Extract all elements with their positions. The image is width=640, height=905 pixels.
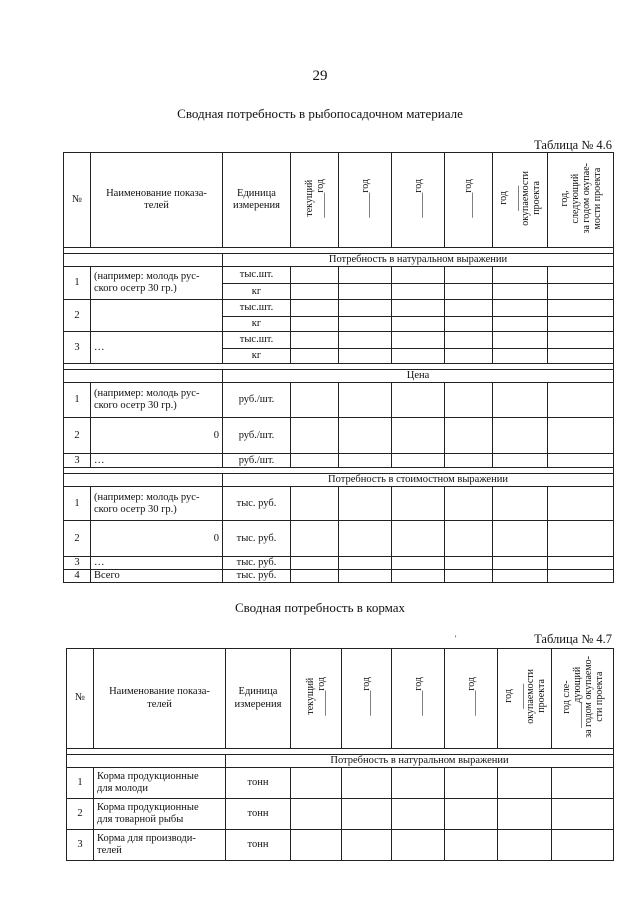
value-cell[interactable] bbox=[392, 768, 445, 799]
value-cell[interactable] bbox=[548, 300, 614, 317]
table-row bbox=[67, 799, 614, 830]
header-year-label: текущий _____год bbox=[305, 677, 327, 716]
section-title: Цена bbox=[223, 370, 614, 383]
header-year-label: _____год bbox=[463, 178, 474, 218]
value-cell[interactable] bbox=[548, 570, 614, 583]
value-cell[interactable] bbox=[498, 799, 552, 830]
value-cell[interactable] bbox=[498, 768, 552, 799]
row-num: 3 bbox=[67, 830, 94, 861]
header-year-4 bbox=[445, 153, 493, 248]
header-num: № bbox=[64, 153, 91, 248]
row-unit: тыс. руб. bbox=[223, 557, 291, 570]
value-cell[interactable] bbox=[548, 557, 614, 570]
value-cell[interactable] bbox=[339, 383, 392, 418]
row-unit: руб./шт. bbox=[223, 418, 291, 454]
value-cell[interactable] bbox=[392, 267, 445, 284]
header-year-label: год _____ окупаемости проекта bbox=[498, 170, 542, 226]
value-cell[interactable] bbox=[548, 267, 614, 284]
table-row bbox=[67, 830, 614, 861]
header-year-3 bbox=[392, 649, 445, 749]
value-cell[interactable] bbox=[339, 521, 392, 557]
section-title: Потребность в натуральном выражении bbox=[226, 755, 614, 768]
header-year-label: год сле- _____дующий за годом окупаемо- сти проекта bbox=[560, 655, 605, 738]
section-left bbox=[64, 254, 223, 267]
table2 bbox=[66, 648, 614, 861]
value-cell[interactable] bbox=[291, 487, 339, 521]
row-name: … bbox=[91, 332, 223, 364]
value-cell[interactable] bbox=[339, 557, 392, 570]
value-cell[interactable] bbox=[548, 383, 614, 418]
value-cell[interactable] bbox=[498, 830, 552, 861]
row-name: (например: молодь рус- ского осетр 30 гр.) bbox=[91, 267, 223, 300]
row-unit: тыс.шт. bbox=[223, 332, 291, 349]
value-cell[interactable] bbox=[291, 454, 339, 468]
table-row bbox=[64, 570, 614, 583]
value-cell[interactable] bbox=[339, 267, 392, 284]
value-cell[interactable] bbox=[548, 454, 614, 468]
value-cell[interactable] bbox=[392, 300, 445, 317]
value-cell[interactable] bbox=[552, 799, 614, 830]
value-cell[interactable] bbox=[291, 799, 342, 830]
section-title: Потребность в стоимостном выражении bbox=[223, 474, 614, 487]
header-year-6 bbox=[552, 649, 614, 749]
table1-caption: Таблица № 4.6 bbox=[534, 138, 612, 152]
table-row bbox=[67, 768, 614, 799]
value-cell[interactable] bbox=[493, 300, 548, 317]
value-cell[interactable] bbox=[548, 317, 614, 332]
value-cell[interactable] bbox=[392, 383, 445, 418]
table1-title: Сводная потребность в рыбопосадочном материале bbox=[177, 106, 463, 121]
header-year-label: _____год bbox=[465, 677, 477, 716]
value-cell[interactable] bbox=[339, 300, 392, 317]
header-year-label: год, следующий за годом окупае- мости проекта bbox=[558, 162, 603, 234]
value-cell[interactable] bbox=[392, 557, 445, 570]
header-year-5 bbox=[498, 649, 552, 749]
table-row bbox=[64, 557, 614, 570]
value-cell[interactable] bbox=[342, 799, 392, 830]
row-num: 1 bbox=[64, 487, 91, 521]
value-cell[interactable] bbox=[291, 267, 339, 284]
value-cell[interactable] bbox=[493, 317, 548, 332]
row-num: 2 bbox=[64, 300, 91, 332]
header-year-2 bbox=[339, 153, 392, 248]
value-cell[interactable] bbox=[392, 487, 445, 521]
row-num: 2 bbox=[64, 418, 91, 454]
value-cell[interactable] bbox=[291, 830, 342, 861]
value-cell[interactable] bbox=[445, 768, 498, 799]
section-left bbox=[64, 474, 223, 487]
value-cell[interactable] bbox=[493, 332, 548, 349]
table-row bbox=[64, 521, 614, 557]
value-cell[interactable] bbox=[548, 332, 614, 349]
value-cell[interactable] bbox=[552, 768, 614, 799]
row-name: (например: молодь рус- ского осетр 30 гр.) bbox=[91, 383, 223, 418]
value-cell[interactable] bbox=[392, 521, 445, 557]
row-name: 0 bbox=[91, 418, 223, 454]
value-cell[interactable] bbox=[339, 418, 392, 454]
value-cell[interactable] bbox=[392, 799, 445, 830]
value-cell[interactable] bbox=[392, 454, 445, 468]
value-cell[interactable] bbox=[445, 830, 498, 861]
value-cell[interactable] bbox=[445, 332, 493, 349]
row-unit: тыс. руб. bbox=[223, 521, 291, 557]
row-num: 3 bbox=[64, 454, 91, 468]
value-cell[interactable] bbox=[493, 418, 548, 454]
value-cell[interactable] bbox=[342, 768, 392, 799]
row-unit: руб./шт. bbox=[223, 454, 291, 468]
row-num: 4 bbox=[64, 570, 91, 583]
row-num: 2 bbox=[67, 799, 94, 830]
value-cell[interactable] bbox=[392, 317, 445, 332]
value-cell[interactable] bbox=[291, 418, 339, 454]
header-unit: Единица измерения bbox=[223, 153, 291, 248]
row-name: 0 bbox=[91, 521, 223, 557]
table-row bbox=[64, 332, 614, 349]
value-cell[interactable] bbox=[291, 768, 342, 799]
value-cell[interactable] bbox=[493, 557, 548, 570]
value-cell[interactable] bbox=[445, 799, 498, 830]
value-cell[interactable] bbox=[291, 332, 339, 349]
header-year-label: _____год bbox=[412, 677, 424, 716]
value-cell[interactable] bbox=[339, 284, 392, 300]
value-cell[interactable] bbox=[392, 570, 445, 583]
row-num: 3 bbox=[64, 332, 91, 364]
row-unit: тыс.шт. bbox=[223, 300, 291, 317]
table1 bbox=[63, 152, 614, 583]
table2-caption: Таблица № 4.7 bbox=[534, 632, 612, 646]
header-year-label: год _____ окупаемости проекта bbox=[502, 669, 547, 724]
value-cell[interactable] bbox=[445, 284, 493, 300]
value-cell[interactable] bbox=[445, 454, 493, 468]
value-cell[interactable] bbox=[392, 418, 445, 454]
value-cell[interactable] bbox=[339, 317, 392, 332]
table-row bbox=[64, 300, 614, 317]
value-cell[interactable] bbox=[548, 418, 614, 454]
row-num: 1 bbox=[64, 383, 91, 418]
row-name: Корма для производи- телей bbox=[94, 830, 226, 861]
value-cell[interactable] bbox=[339, 487, 392, 521]
header-year-2 bbox=[342, 649, 392, 749]
value-cell[interactable] bbox=[291, 557, 339, 570]
value-cell[interactable] bbox=[445, 267, 493, 284]
row-unit: тонн bbox=[226, 768, 291, 799]
value-cell[interactable] bbox=[445, 521, 493, 557]
value-cell[interactable] bbox=[445, 317, 493, 332]
row-unit: тыс. руб. bbox=[223, 570, 291, 583]
header-unit: Единица измерения bbox=[226, 649, 291, 749]
table-row bbox=[64, 383, 614, 418]
value-cell[interactable] bbox=[493, 454, 548, 468]
value-cell[interactable] bbox=[291, 300, 339, 317]
header-year-label: _____год bbox=[361, 677, 372, 716]
row-num: 1 bbox=[67, 768, 94, 799]
value-cell[interactable] bbox=[548, 521, 614, 557]
section-left bbox=[67, 755, 226, 768]
header-num: № bbox=[67, 649, 94, 749]
value-cell[interactable] bbox=[291, 383, 339, 418]
value-cell[interactable] bbox=[493, 284, 548, 300]
table-row bbox=[64, 487, 614, 521]
value-cell[interactable] bbox=[445, 487, 493, 521]
value-cell[interactable] bbox=[291, 521, 339, 557]
header-year-5 bbox=[493, 153, 548, 248]
row-unit: кг bbox=[223, 317, 291, 332]
value-cell[interactable] bbox=[552, 830, 614, 861]
value-cell[interactable] bbox=[493, 383, 548, 418]
header-year-label: _____год bbox=[412, 178, 424, 218]
value-cell[interactable] bbox=[339, 454, 392, 468]
table-row bbox=[64, 267, 614, 284]
section-title: Потребность в натуральном выражении bbox=[223, 254, 614, 267]
value-cell[interactable] bbox=[339, 570, 392, 583]
row-num: 3 bbox=[64, 557, 91, 570]
value-cell[interactable] bbox=[445, 383, 493, 418]
header-year-3 bbox=[392, 153, 445, 248]
value-cell[interactable] bbox=[548, 349, 614, 364]
row-unit: кг bbox=[223, 349, 291, 364]
value-cell[interactable] bbox=[548, 284, 614, 300]
row-name: Корма продукционные для молоди bbox=[94, 768, 226, 799]
value-cell[interactable] bbox=[339, 332, 392, 349]
header-year-1 bbox=[291, 649, 342, 749]
row-unit: кг bbox=[223, 284, 291, 300]
row-unit: тонн bbox=[226, 830, 291, 861]
header-name: Наименование показа- телей bbox=[91, 153, 223, 248]
page-number: 29 bbox=[312, 68, 328, 84]
value-cell[interactable] bbox=[493, 349, 548, 364]
table-row bbox=[64, 454, 614, 468]
row-name: … bbox=[91, 557, 223, 570]
row-name: Корма продукционные для товарной рыбы bbox=[94, 799, 226, 830]
header-name: Наименование показа- телей bbox=[94, 649, 226, 749]
section-left bbox=[64, 370, 223, 383]
table-row bbox=[64, 418, 614, 454]
value-cell[interactable] bbox=[493, 267, 548, 284]
row-name: … bbox=[91, 454, 223, 468]
value-cell[interactable] bbox=[445, 418, 493, 454]
value-cell[interactable] bbox=[493, 521, 548, 557]
row-unit: руб./шт. bbox=[223, 383, 291, 418]
row-name: (например: молодь рус- ского осетр 30 гр.) bbox=[91, 487, 223, 521]
value-cell[interactable] bbox=[291, 570, 339, 583]
value-cell[interactable] bbox=[493, 570, 548, 583]
value-cell[interactable] bbox=[445, 300, 493, 317]
table2-title: Сводная потребность в кормах bbox=[234, 600, 406, 615]
header-year-1 bbox=[291, 153, 339, 248]
value-cell[interactable] bbox=[392, 332, 445, 349]
row-unit: тыс. руб. bbox=[223, 487, 291, 521]
value-cell[interactable] bbox=[392, 284, 445, 300]
row-name: Всего bbox=[91, 570, 223, 583]
stray-mark: ' bbox=[455, 634, 457, 643]
row-unit: тонн bbox=[226, 799, 291, 830]
header-year-4 bbox=[445, 649, 498, 749]
value-cell[interactable] bbox=[445, 570, 493, 583]
value-cell[interactable] bbox=[392, 349, 445, 364]
row-num: 2 bbox=[64, 521, 91, 557]
value-cell[interactable] bbox=[493, 487, 548, 521]
value-cell[interactable] bbox=[291, 284, 339, 300]
value-cell[interactable] bbox=[291, 349, 339, 364]
value-cell[interactable] bbox=[445, 349, 493, 364]
row-name bbox=[91, 300, 223, 332]
header-year-6 bbox=[548, 153, 614, 248]
value-cell[interactable] bbox=[392, 830, 445, 861]
value-cell[interactable] bbox=[548, 487, 614, 521]
header-year-label: текущий _____год bbox=[303, 178, 326, 218]
value-cell[interactable] bbox=[339, 349, 392, 364]
value-cell[interactable] bbox=[342, 830, 392, 861]
row-unit: тыс.шт. bbox=[223, 267, 291, 284]
header-year-label: _____год bbox=[359, 178, 371, 218]
value-cell[interactable] bbox=[291, 317, 339, 332]
value-cell[interactable] bbox=[445, 557, 493, 570]
row-num: 1 bbox=[64, 267, 91, 300]
